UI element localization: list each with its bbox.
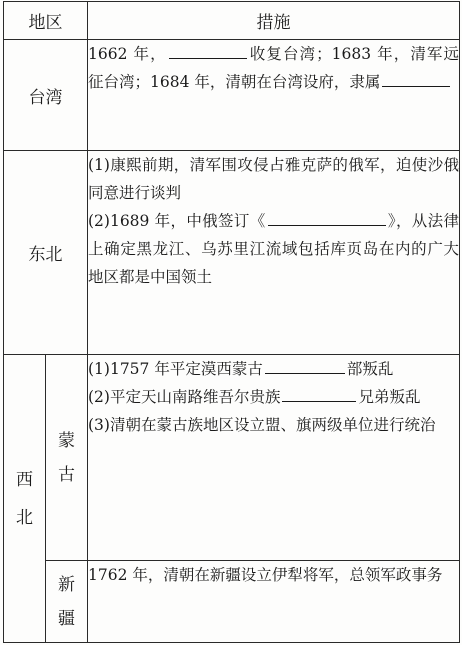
region-taiwan: 台湾 xyxy=(4,40,88,151)
mongol-item-1-a: (1)1757 年平定漠西蒙古 xyxy=(88,360,263,378)
northeast-item-2 xyxy=(88,207,459,291)
measures-taiwan xyxy=(88,40,460,151)
subregion-xinjiang xyxy=(46,561,88,643)
fill-blank-4 xyxy=(265,356,345,374)
northeast-item-1: (1)康熙前期，清军围攻侵占雅克萨的俄军，迫使沙俄同意进行谈判 xyxy=(88,156,459,202)
region-northwest-char-1: 西 xyxy=(16,469,33,490)
subregion-mongol-char-1: 蒙 xyxy=(58,430,75,451)
subregion-mongol-char-2: 古 xyxy=(58,464,75,485)
subregion-xinjiang-char-1: 新 xyxy=(58,574,75,595)
header-row xyxy=(4,2,460,40)
row-northwest-xinjiang xyxy=(4,561,460,643)
northeast-item-2-b: 》，从法律上确定黑龙江、乌苏里江流域包括库页岛在内的广大地区都是中国领土 xyxy=(88,212,459,286)
row-northwest-mongol xyxy=(4,355,460,561)
mongol-item-2-a: (2)平定天山南路维吾尔贵族 xyxy=(88,388,281,406)
fill-blank-5 xyxy=(282,384,356,402)
mongol-item-1 xyxy=(88,355,459,383)
header-region: 地区 xyxy=(4,2,88,40)
measures-xinjiang: 1762 年，清朝在新疆设立伊犁将军，总领军政事务 xyxy=(88,561,460,643)
row-northeast xyxy=(4,151,460,355)
fill-blank-2 xyxy=(382,69,450,87)
mongol-item-2 xyxy=(88,383,459,411)
northeast-item-2-a: (2)1689 年，中俄签订《 xyxy=(88,212,266,230)
mongol-item-3: (3)清朝在蒙古族地区设立盟、旗两级单位进行统治 xyxy=(88,416,436,434)
taiwan-text-a: 1662 年， xyxy=(88,45,167,63)
fill-blank-1 xyxy=(169,41,247,59)
row-taiwan xyxy=(4,40,460,151)
measures-mongol xyxy=(88,355,460,561)
subregion-xinjiang-char-2: 疆 xyxy=(58,608,75,629)
region-northeast: 东北 xyxy=(4,151,88,355)
measures-table xyxy=(3,1,460,643)
region-northwest-char-2: 北 xyxy=(16,507,33,528)
subregion-mongol xyxy=(46,355,88,561)
region-northwest xyxy=(4,355,46,643)
measures-northeast xyxy=(88,151,460,355)
mongol-item-1-b: 部叛乱 xyxy=(346,360,394,378)
header-measures: 措施 xyxy=(88,2,460,40)
mongol-item-2-b: 兄弟叛乱 xyxy=(358,388,421,406)
fill-blank-3 xyxy=(268,208,386,226)
taiwan-text-b: 收复台湾；1683 年，清军远征台湾；1684 年，清朝在台湾设府，隶属 xyxy=(88,45,460,91)
